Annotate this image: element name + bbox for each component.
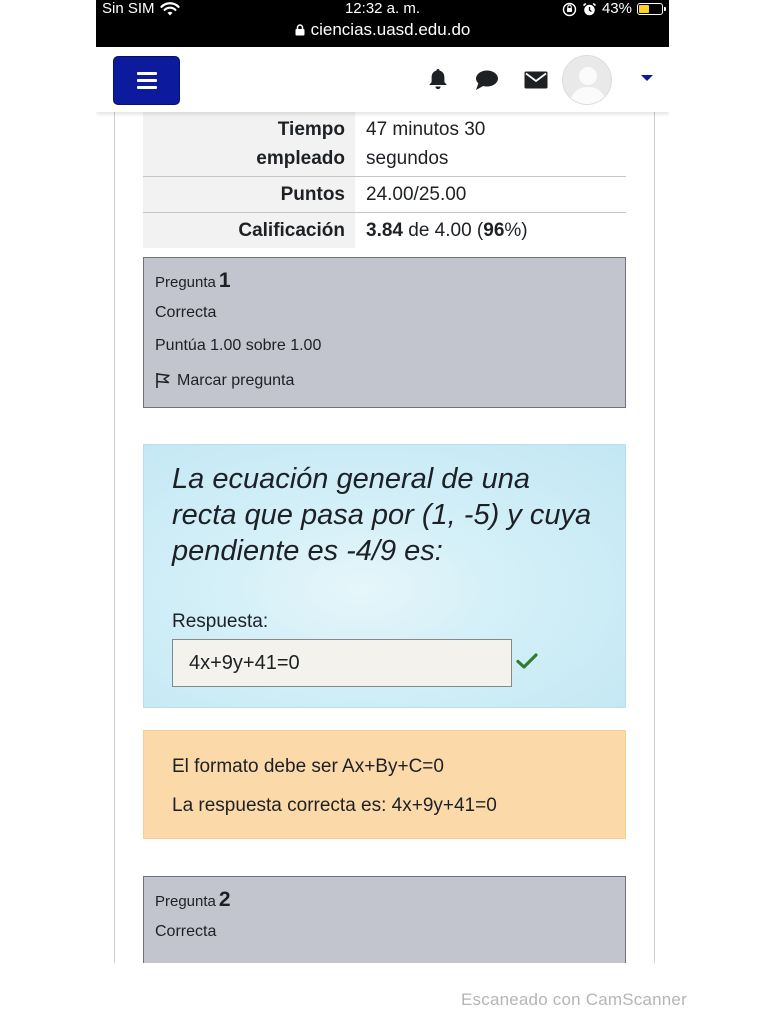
battery-percent: 43% — [601, 0, 632, 17]
url-text: ciencias.uasd.edu.do — [310, 20, 471, 39]
status-time: 12:32 a. m. — [344, 0, 421, 17]
summary-value-line: 47 minutos 30 — [366, 119, 486, 140]
summary-label: Puntos — [143, 177, 355, 212]
question-state: Correcta — [155, 923, 217, 940]
summary-row-grade — [143, 213, 626, 248]
question-number-value: 1 — [218, 269, 231, 292]
quiz-review-content — [114, 112, 655, 963]
question-number — [155, 885, 614, 917]
summary-row-points — [143, 177, 626, 213]
carrier-label: Sin SIM — [102, 0, 155, 17]
scanner-watermark: Escaneado con CamScanner — [461, 990, 687, 1009]
summary-label-line: Tiempo — [277, 119, 345, 140]
summary-value — [355, 112, 626, 176]
question-score: Puntúa 1.00 sobre 1.00 — [155, 337, 322, 354]
question-content-1 — [143, 444, 626, 708]
question-prefix: Pregunta — [155, 274, 216, 291]
grade-value: 3.84 — [366, 220, 403, 241]
summary-row-time — [143, 112, 626, 177]
envelope-icon[interactable] — [524, 71, 548, 89]
answer-label: Respuesta: — [172, 611, 269, 632]
user-silhouette-icon — [563, 56, 612, 105]
attempt-summary-table — [143, 112, 626, 248]
status-right — [562, 0, 663, 18]
navbar — [96, 47, 669, 112]
summary-label-line: empleado — [256, 148, 345, 169]
grade-percent: 96 — [483, 220, 505, 241]
menu-icon-bar — [137, 79, 157, 82]
summary-value-line: segundos — [366, 148, 449, 169]
question-state: Correcta — [155, 304, 217, 321]
summary-label: Calificación — [143, 213, 355, 248]
feedback-box — [143, 730, 626, 839]
question-prefix: Pregunta — [155, 893, 216, 910]
status-bar — [96, 0, 669, 47]
question-info-2 — [143, 876, 626, 963]
lock-icon — [295, 24, 305, 36]
menu-button[interactable] — [113, 56, 180, 105]
question-number-value: 2 — [218, 888, 231, 911]
caret-down-icon[interactable] — [641, 75, 653, 81]
grade-text-end: %) — [504, 220, 528, 241]
answer-row — [172, 635, 597, 687]
alarm-icon — [582, 2, 597, 17]
phone-screen — [96, 0, 669, 963]
address-bar[interactable] — [96, 20, 669, 40]
flag-question-label: Marcar pregunta — [177, 372, 295, 389]
chat-icon[interactable] — [474, 69, 499, 91]
menu-icon-bar — [137, 86, 157, 89]
menu-icon-bar — [137, 72, 157, 75]
summary-value: 24.00/25.00 — [366, 184, 467, 205]
question-text: La ecuación general de una recta que pasa por (1, -5) y cuya pendiente es -4/9 es: — [172, 463, 592, 567]
flag-question-link[interactable] — [155, 363, 614, 398]
flag-icon — [155, 372, 171, 389]
summary-label — [143, 112, 355, 176]
orientation-lock-icon — [562, 2, 577, 17]
question-info-1 — [143, 257, 626, 408]
grade-text: de 4.00 ( — [402, 220, 484, 241]
user-avatar[interactable] — [562, 55, 612, 105]
battery-fill — [639, 5, 649, 13]
answer-input[interactable] — [172, 639, 512, 687]
feedback-format: El formato debe ser Ax+By+C=0 — [172, 756, 444, 777]
question-number — [155, 266, 614, 298]
battery-icon — [637, 3, 663, 15]
feedback-correct-answer: La respuesta correcta es: 4x+9y+41=0 — [172, 795, 497, 816]
bell-icon[interactable] — [426, 67, 450, 91]
check-icon — [516, 652, 538, 670]
summary-value — [355, 213, 626, 248]
